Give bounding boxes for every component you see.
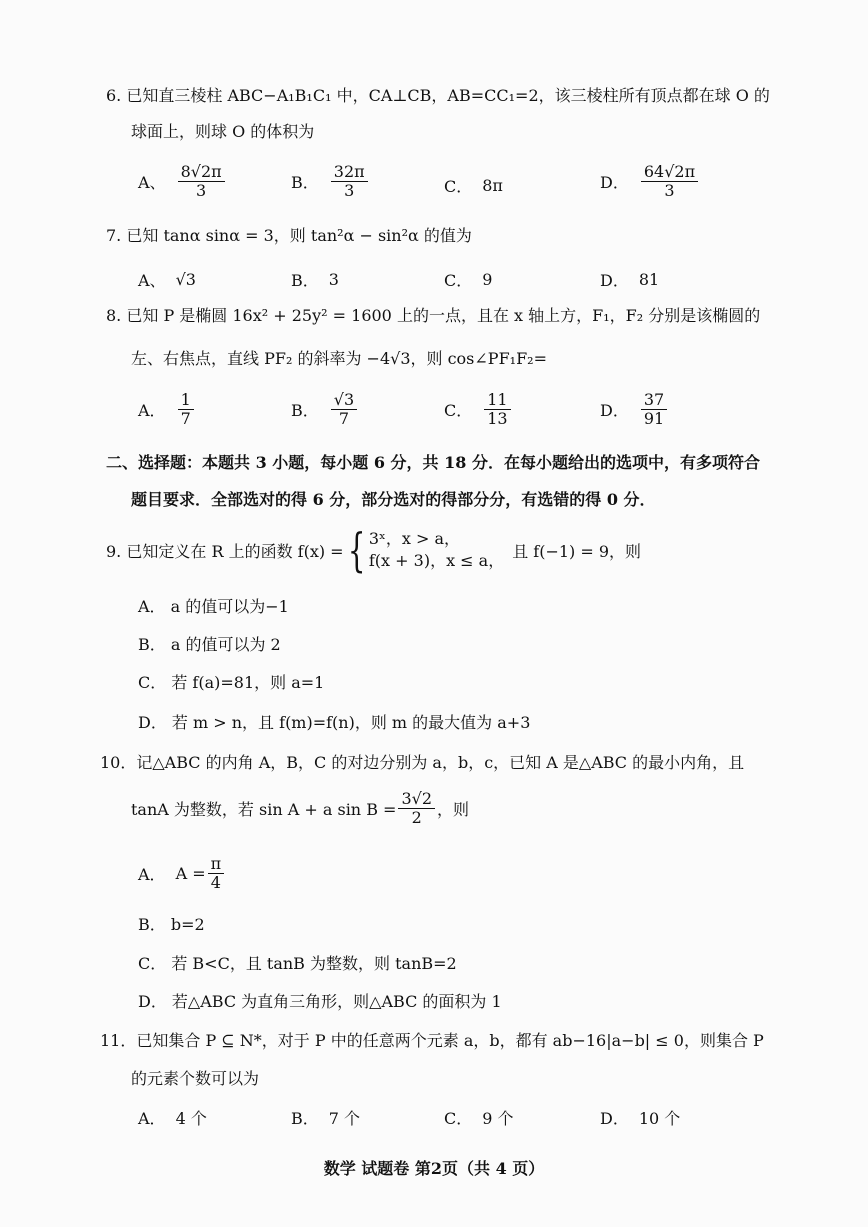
q10-option-d: D． 若△ABC 为直角三角形，则△ABC 的面积为 1	[138, 992, 502, 1011]
q8-stem-line2: 左、右焦点，直线 PF₂ 的斜率为 −4√3，则 cos∠PF₁F₂=	[131, 349, 548, 368]
numerator: 11	[484, 391, 510, 410]
option-text: 7 个	[328, 1109, 361, 1128]
option-label: A．	[138, 401, 166, 421]
fraction	[641, 163, 698, 201]
fraction	[208, 855, 225, 893]
q6-stem-line2: 球面上，则球 O 的体积为	[131, 122, 315, 141]
denominator: 3	[344, 181, 355, 201]
case-2: f(x + 3)，x ≤ a，	[368, 551, 505, 570]
option-label: B．	[291, 1109, 319, 1128]
q8-option-b	[291, 391, 359, 429]
left-brace: {	[347, 523, 366, 577]
q9-stem-suffix: 且 f(−1) = 9，则	[512, 541, 642, 561]
option-label: A、	[138, 173, 166, 193]
option-label: A．	[138, 865, 166, 885]
q10-stem-line2-pre: tanA 为整数，若 sin A + a sin B =	[131, 800, 397, 820]
denominator: 7	[180, 409, 191, 429]
q8-option-d	[600, 391, 669, 429]
fraction	[484, 391, 510, 429]
option-label: A、	[138, 271, 166, 290]
option-label: D．	[600, 401, 629, 421]
numerator: 1	[178, 391, 194, 410]
numerator: 32π	[331, 163, 368, 182]
q9-option-a: A． a 的值可以为−1	[138, 597, 289, 616]
q6-option-b	[291, 163, 370, 201]
case-1: 3ˣ，x > a，	[368, 529, 460, 549]
option-text: 8π	[482, 176, 503, 195]
q10-stem-line1: 10．记△ABC 的内角 A，B，C 的对边分别为 a，b，c，已知 A 是△ABC 的最小内角，且	[100, 753, 745, 772]
piecewise-cases	[369, 528, 504, 571]
fraction	[641, 391, 667, 429]
option-text: 10 个	[638, 1109, 681, 1128]
option-label: D．	[600, 1109, 629, 1128]
q7-option-c	[444, 268, 492, 291]
q10-option-b: B． b=2	[138, 915, 205, 934]
q9-option-b: B． a 的值可以为 2	[138, 635, 281, 654]
option-text: 9 个	[482, 1109, 514, 1128]
option-label: B．	[291, 401, 319, 421]
option-label: C．	[444, 401, 473, 421]
q11-option-d	[600, 1106, 680, 1129]
page-footer: 数学 试题卷 第2页（共 4 页）	[323, 1159, 545, 1178]
denominator: 4	[210, 873, 221, 893]
option-text: 4 个	[175, 1109, 207, 1128]
fraction	[178, 391, 194, 429]
q6-option-d	[600, 163, 700, 201]
denominator: 13	[487, 409, 508, 429]
denominator: 7	[338, 409, 350, 429]
q9-option-c: C． 若 f(a)=81，则 a=1	[138, 673, 325, 692]
numerator: √3	[331, 391, 357, 410]
section-2-heading-line1: 二、选择题：本题共 3 小题，每小题 6 分，共 18 分．在每小题给出的选项中，有多项符合	[106, 453, 760, 472]
option-text: 81	[638, 270, 660, 289]
q11-option-c	[444, 1106, 514, 1129]
option-label: C．	[444, 271, 473, 290]
denominator: 3	[664, 181, 675, 201]
numerator: 8√2π	[178, 163, 225, 182]
q7-option-a	[138, 268, 196, 291]
q7-option-b	[291, 268, 339, 291]
option-text: 3	[328, 270, 339, 289]
numerator: 3√2	[398, 790, 435, 809]
q8-option-a	[138, 391, 196, 429]
option-text: 9	[482, 270, 493, 289]
q10-option-a	[138, 855, 226, 893]
option-text: A =	[175, 864, 206, 884]
numerator: 64√2π	[641, 163, 698, 182]
q11-stem-line1: 11．已知集合 P ⊆ N*，对于 P 中的任意两个元素 a，b，都有 ab−16|a−b| ≤ 0，则集合 P	[100, 1031, 764, 1050]
option-text: √3	[175, 270, 196, 289]
q10-option-c: C． 若 B<C，且 tanB 为整数，则 tanB=2	[138, 954, 457, 973]
option-label: C．	[444, 177, 473, 196]
denominator: 91	[643, 409, 665, 429]
denominator: 2	[411, 808, 422, 828]
section-2-heading-line2: 题目要求．全部选对的得 6 分，部分选对的得部分分，有选错的得 0 分．	[131, 490, 656, 509]
q10-stem-line2	[131, 790, 469, 828]
fraction	[331, 391, 357, 429]
q9-stem	[106, 523, 642, 577]
q8-stem-line1: 8. 已知 P 是椭圆 16x² + 25y² = 1600 上的一点，且在 x 轴上方，F₁，F₂ 分别是该椭圆的	[106, 306, 761, 325]
q6-stem-line1: 6. 已知直三棱柱 ABC−A₁B₁C₁ 中，CA⊥CB，AB=CC₁=2，该三棱柱所有顶点都在球 O 的	[106, 86, 770, 105]
option-label: A．	[138, 1109, 166, 1128]
fraction	[398, 790, 435, 828]
q9-option-d: D． 若 m > n，且 f(m)=f(n)，则 m 的最大值为 a+3	[138, 713, 531, 732]
q6-option-a	[138, 163, 227, 201]
option-label: C．	[444, 1109, 473, 1128]
q7-option-d	[600, 268, 659, 291]
q11-option-a	[138, 1106, 207, 1129]
q6-option-c	[444, 174, 503, 197]
q9-stem-prefix: 9. 已知定义在 R 上的函数 f(x) =	[106, 541, 344, 561]
q11-stem-line2: 的元素个数可以为	[131, 1069, 260, 1088]
option-label: D．	[600, 173, 629, 193]
numerator: 37	[641, 391, 667, 410]
fraction	[178, 163, 225, 201]
q11-option-b	[291, 1106, 360, 1129]
option-label: B．	[291, 173, 319, 193]
fraction	[331, 163, 368, 201]
option-label: B．	[291, 271, 319, 290]
option-label: D．	[600, 271, 629, 290]
q10-stem-line2-post: ，则	[437, 800, 470, 820]
numerator: π	[208, 855, 225, 874]
denominator: 3	[196, 181, 207, 201]
q8-option-c	[444, 391, 513, 429]
q7-stem: 7. 已知 tanα sinα = 3，则 tan²α − sin²α 的值为	[106, 226, 472, 245]
